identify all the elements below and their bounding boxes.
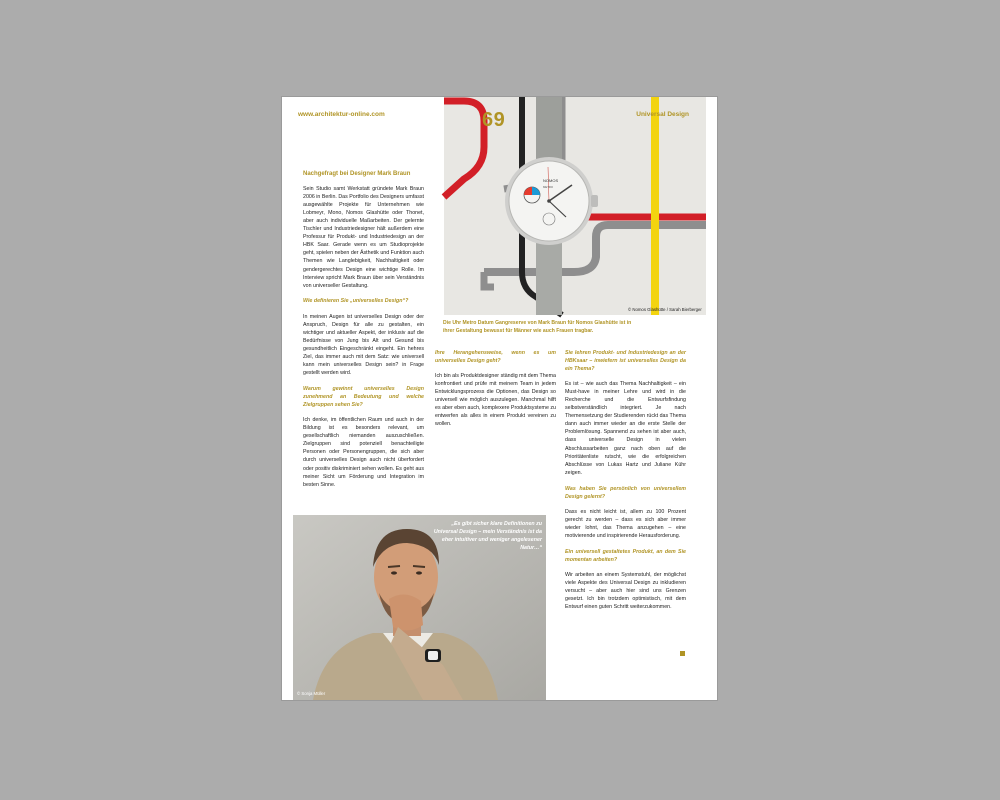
section-label: Universal Design xyxy=(636,111,689,118)
page-number: 69 xyxy=(482,109,506,131)
answer-3: Ich bin als Produktdesigner ständig mit dem Thema konfrontiert und prüfe mit meinem Team in jedem Entwicklungsprozess die Optionen, das Design so universell wie möglich auszulegen. Manchmal hilft es aber eben auch, komplexere Produktsysteme zu entwerfen als alles in einem Produkt vereinen zu wollen. xyxy=(435,373,556,428)
magazine-page xyxy=(282,97,717,700)
question-4: Sie lehren Produkt- und Industriedesign an der HBKsaar – inwiefern ist universelles Design da ein Thema? xyxy=(565,350,686,373)
question-1: Wie definieren Sie „universelles Design“? xyxy=(303,297,409,304)
question-2: Warum gewinnt universelles Design zunehmend an Bedeutung und welche Zielgruppen sehen Sie? xyxy=(303,386,424,409)
article-column-1 xyxy=(303,170,425,488)
answer-4: Es ist – wie auch das Thema Nachhaltigkeit – ein Must-have in meiner Lehre und wird in die Recherche und die Entwurfsfindung selbstverständlich integriert. Je nach Themensetzung der Studierenden rückt das Thema dann auch immer wieder an die erste Stelle der Problemlösung. Spannend zu sehen ist aber auch, dass universelle Design in vielen Abschlussarbeiten ganz nach oben auf die Prioritätenliste rutscht, wie die erfolgreichen Abschlüsse von Lukas Hartz und Juliane Kühr zeigen. xyxy=(565,381,686,476)
question-6: Ein universell gestaltetes Produkt, an dem Sie momentan arbeiten? xyxy=(565,548,686,564)
watch-brand-text: NOMOS xyxy=(543,178,559,183)
watch-model-text: METRO xyxy=(543,185,554,189)
answer-2-start: Ich denke, im öffentlichen Raum und auch in der Bildung ist es besonders relevant, um gesellschaftlich niemanden auszuschließen. Zielgruppen sind potenziell benachteiligte Personen oder Personengruppen, die sich aber durch universelles Design auch nicht überfordert oder positiv diskriminiert sehen wollen. Es geht aus meiner Sicht um Förderung und Integration im besten Sinne. xyxy=(303,417,424,488)
article-column-2 xyxy=(435,349,556,428)
answer-6: Wir arbeiten an einem Systemstuhl, der möglichst viele Aspekte des Universal Design zu inkludieren versucht – aber auch hier sind uns Grenzen gesetzt. Ich bin trotzdem optimistisch, mit dem Entwurf einen guten Schritt weiterzukommen. xyxy=(565,572,686,611)
site-url: www.architektur-online.com xyxy=(298,111,385,118)
pull-quote: „Es gibt sicher klare Definitionen zu Universal Design – mein Verständnis ist da eher intuitiver und weniger angelesener Natur…“ xyxy=(433,521,542,552)
photo-credit: © Nomos Glashütte / Sarah Bierberger xyxy=(628,307,702,312)
article-end-mark xyxy=(680,651,685,656)
answer-5: Dass es nicht leicht ist, allem zu 100 Prozent gerecht zu werden – dass es sich aber immer wieder lohnt, das Thema anzugehen – eine motivierende und inspirierende Herausforderung. xyxy=(565,508,686,539)
answer-1: In meinen Augen ist universelles Design oder der Anspruch, Design für alle zu gestalten, ein wichtiger und aktueller Aspekt, der inklusiv auf die Bedürfnisse von Jung bis Alt und Gesund bis gesundheitlich Eingeschränkt eingeht. Ein hehres Ziel, das immer auch mit dem Satz: wie universell kann mein universelles Design sein? in Frage gestellt werden wird. xyxy=(303,313,424,377)
question-3: Ihre Herangehensweise, wenn es um universelles Design geht? xyxy=(435,350,556,365)
designer-portrait-photo xyxy=(293,515,546,700)
article-intro: Sein Studio samt Werkstatt gründete Mark Braun 2006 in Berlin. Das Portfolio des Designers umfasst ausgewählte Projekte für Unternehmen wie Lobmeyr, Mono, Nomos Glashütte oder Thonet, aber auch individuelle Maßarbeiten. Der gelernte Tischler und Industriedesigner hält außerdem eine Professur für Produkt- und Industriedesign an der HBK Saar. Gerade wenn es um Studioprojekte geht, spielen neben der Ästhetik und Funktion auch Themen wie Langlebigkeit, Nachhaltigkeit oder gendergerechtes Design eine wichtige Rolle. Im Interview spricht Mark Braun über sein Verständnis von universeller Gestaltung. xyxy=(303,186,425,289)
article-column-3 xyxy=(565,349,686,611)
photo-caption: Die Uhr Metro Datum Gangreserve von Mark Braun für Nomos Glashütte ist in ihrer Gestaltung bewusst für Männer wie auch Frauen tragbar. xyxy=(443,320,632,334)
question-5: Was haben Sie persönlich von universellem Design gelernt? xyxy=(565,485,686,500)
article-title: Nachgefragt bei Designer Mark Braun xyxy=(303,171,411,177)
portrait-credit: © Sonja Müller xyxy=(297,691,326,696)
